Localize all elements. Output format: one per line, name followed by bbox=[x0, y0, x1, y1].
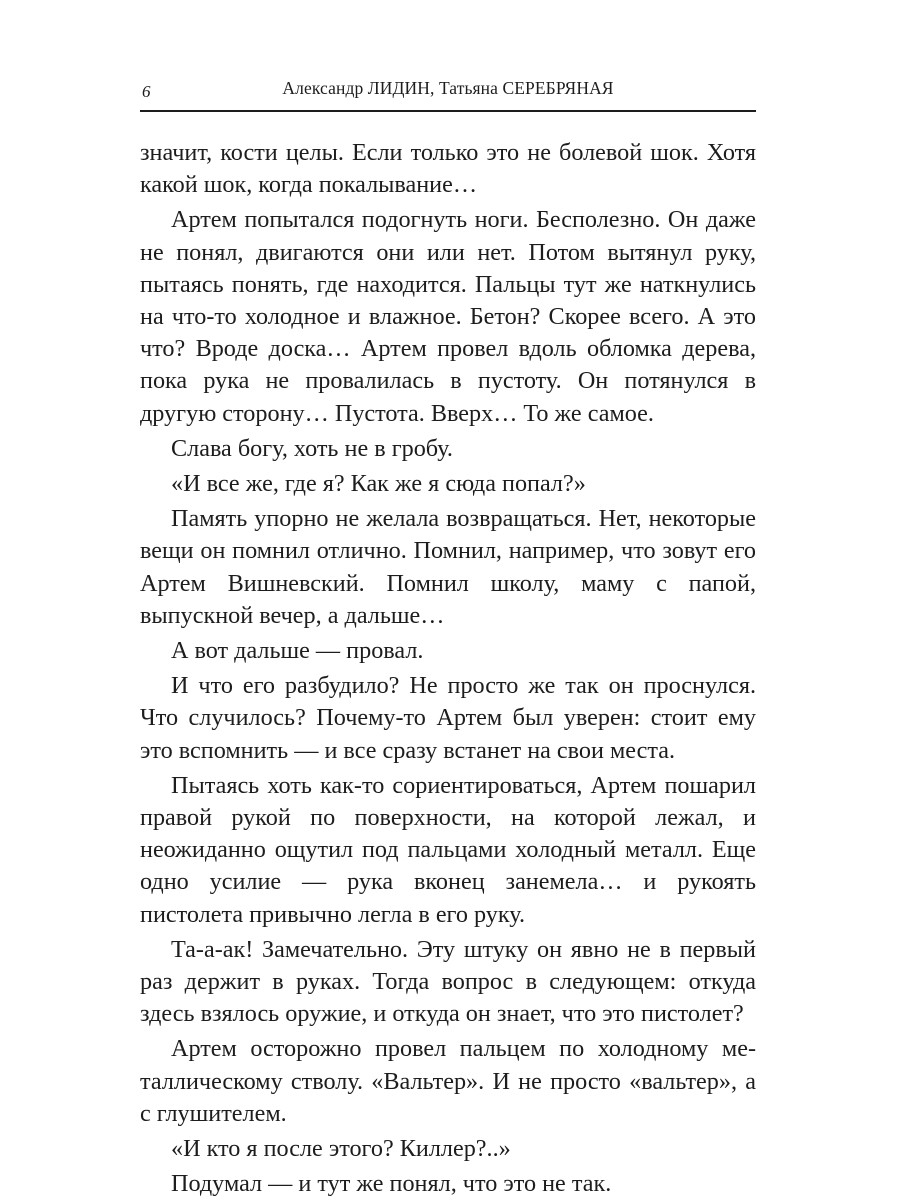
paragraph-7: И что его разбудило? Не просто же так он проснулся. Что случилось? Почему-то Артем был уверен: стоит ему это вспомнить — и все сразу встанет на свои места. bbox=[140, 672, 756, 764]
header-divider bbox=[140, 110, 756, 112]
paragraph-8: Пытаясь хоть как-то сориентироваться, Артем пошарил правой рукой по поверхности, на которой лежал, и неожиданно ощутил под пальцами холодный металл. Еще одно усилие — рука вконец занемела… и рукоять пистолета привычно легла в его руку. bbox=[140, 771, 756, 928]
running-header bbox=[140, 78, 756, 104]
paragraph-9: Та-а-ак! Замечательно. Эту штуку он явно не в первый раз держит в руках. Тогда вопрос в следующем: откуда здесь взялось оружие, и откуда он знает, что это пистолет? bbox=[140, 935, 756, 1028]
paragraph-2: Артем попытался подогнуть ноги. Бесполезно. Он даже не понял, двигаются они или нет. Потом вытянул руку, пытаясь понять, где находится. Пальцы тут же наткнулись на что-то холодное и влажное. Бетон? Скорее всего. А это что? Вроде доска… Артем провел вдоль обломка дерева, пока рука не провалилась в пустоту. Он потянулся в другую сторону… Пустота. Вверх… То же самое. bbox=[140, 206, 756, 427]
body-text bbox=[140, 137, 756, 1204]
paragraph-12: Подумал — и тут же понял, что это не так. bbox=[171, 1170, 612, 1198]
paragraph-5: Память упорно не желала возвращаться. Нет, некоторые вещи он помнил отлично. Помнил, например, что зовут его Артем Вишневский. Помнил школу, маму с папой, выпускной вечер, а дальше… bbox=[140, 505, 756, 629]
paragraph-1: значит, кости целы. Если только это не болевой шок. Хотя какой шок, когда покалывание… bbox=[140, 139, 756, 199]
paragraph-11: «И кто я после этого? Киллер?..» bbox=[171, 1135, 511, 1163]
header-author-title: Александр ЛИДИН, Татьяна СЕРЕБРЯНАЯ bbox=[282, 78, 614, 98]
paragraph-4: «И все же, где я? Как же я сюда попал?» bbox=[171, 470, 586, 498]
paragraph-3: Слава богу, хоть не в гробу. bbox=[171, 434, 453, 462]
paragraph-6: А вот дальше — провал. bbox=[171, 637, 424, 665]
page-number: 6 bbox=[142, 82, 151, 101]
paragraph-10: Артем осторожно провел пальцем по холодному металлическому стволу. «Вальтер». И не просто «вальтер», а с глушителем. bbox=[140, 1035, 756, 1127]
